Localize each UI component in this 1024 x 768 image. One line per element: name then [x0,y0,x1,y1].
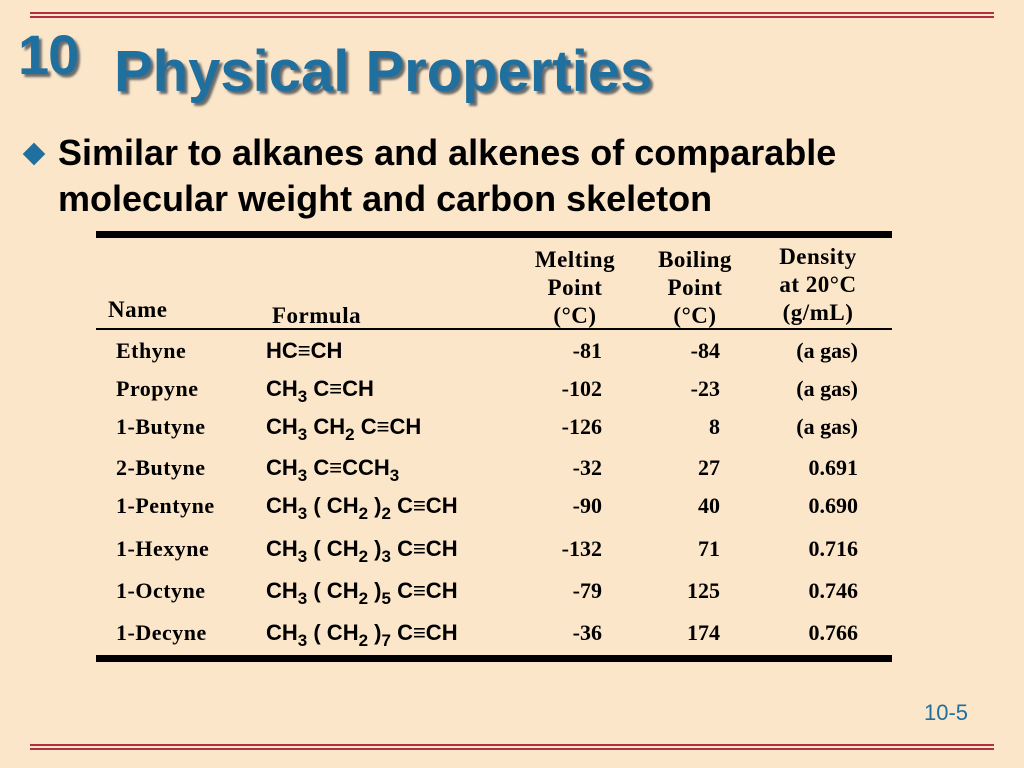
formula-subscript: 7 [381,631,391,650]
cell-formula [266,620,458,650]
top-border-rule [30,12,994,18]
formula-part: CH [266,620,298,645]
slide-title: Physical Properties [114,39,653,104]
header-boiling-point [640,246,750,330]
cell-formula [266,578,458,608]
cell-boiling-point: 71 [698,536,720,561]
formula-part: ) [368,620,382,645]
formula-subscript: 3 [297,504,308,523]
cell-density: (a gas) [796,338,858,363]
cell-density: 0.746 [808,578,858,603]
formula-part: HC≡CH [266,338,343,363]
cell-melting-point: -81 [572,338,602,363]
formula-part: C≡CH [390,536,458,561]
formula-subscript: 2 [345,425,355,444]
cell-name: 1-Octyne [116,578,206,603]
bullet-text: Similar to alkanes and alkenes of comparable molecular weight and carbon skeleton [58,132,837,219]
formula-subscript: 3 [297,466,308,485]
formula-subscript: 3 [297,387,308,406]
formula-part: ) [368,536,382,561]
cell-name: 1-Decyne [116,620,207,645]
cell-formula [266,536,458,566]
cell-melting-point: -90 [572,493,602,518]
table-top-rule [96,231,892,238]
cell-boiling-point: -84 [690,338,720,363]
cell-density: 0.766 [808,620,858,645]
header-density [760,243,876,327]
formula-part: CH [307,414,346,439]
formula-part: C≡CH [390,493,458,518]
formula-subscript: 5 [381,589,391,608]
table-bottom-rule [96,655,892,662]
cell-name: 1-Pentyne [116,493,215,518]
formula-subscript: 2 [358,589,369,608]
formula-part: C≡CH [390,620,458,645]
cell-melting-point: -32 [572,455,602,480]
cell-formula [266,338,342,364]
formula-part: ( CH [307,620,359,645]
formula-subscript: 2 [358,631,369,650]
cell-boiling-point: 174 [687,620,720,645]
cell-name: 1-Butyne [116,414,206,439]
header-density-line1: Density [779,244,857,269]
header-formula: Formula [272,303,362,328]
cell-boiling-point: 125 [687,578,720,603]
formula-part: CH [266,414,298,439]
cell-formula [266,414,422,444]
formula-part: ) [368,578,382,603]
cell-formula [266,455,400,485]
formula-part: ( CH [307,493,359,518]
formula-part: CH [266,455,298,480]
header-bp-line2: Point [667,275,723,300]
cell-melting-point: -102 [561,376,602,401]
page-number: 10-5 [924,700,969,725]
formula-subscript: 3 [389,466,400,485]
cell-density: (a gas) [796,376,858,401]
cell-melting-point: -126 [561,414,602,439]
cell-density: 0.716 [808,536,858,561]
cell-boiling-point: -23 [690,376,720,401]
formula-part: CH [266,578,298,603]
header-mp-line1: Melting [534,247,616,272]
formula-subscript: 3 [297,589,308,608]
formula-part: C≡CH [390,578,458,603]
formula-subscript: 2 [358,547,369,566]
cell-melting-point: -79 [572,578,602,603]
cell-name: Propyne [116,376,199,401]
cell-formula [266,493,458,523]
cell-boiling-point: 40 [698,493,720,518]
formula-part: C≡CCH [307,455,390,480]
formula-subscript: 3 [297,547,308,566]
cell-formula [266,376,374,406]
formula-part: ( CH [307,578,359,603]
cell-melting-point: -36 [572,620,602,645]
chapter-number: 10 [18,23,79,86]
header-name: Name [108,297,168,322]
header-bp-line1: Boiling [658,247,732,272]
formula-subscript: 3 [297,425,308,444]
cell-density: 0.690 [808,493,858,518]
cell-melting-point: -132 [561,536,602,561]
formula-part: ) [368,493,382,518]
diamond-bullet-icon [23,143,46,166]
formula-part: ( CH [307,536,359,561]
formula-part: CH [266,376,298,401]
formula-subscript: 3 [297,631,308,650]
header-melting-point [520,246,630,330]
bottom-border-rule [30,744,994,750]
formula-part: C≡CH [354,414,422,439]
formula-subscript: 2 [358,504,369,523]
cell-density: (a gas) [796,414,858,439]
formula-part: C≡CH [307,376,374,401]
header-density-line2: at 20°C [779,272,857,297]
header-mp-line3: (°C) [553,303,597,328]
header-bp-line3: (°C) [673,303,717,328]
cell-name: Ethyne [116,338,187,363]
formula-subscript: 3 [381,547,391,566]
table-header-rule [96,328,892,330]
header-density-line3: (g/mL) [782,300,854,325]
formula-part: CH [266,536,298,561]
formula-part: CH [266,493,298,518]
cell-density: 0.691 [808,455,858,480]
formula-subscript: 2 [381,504,391,523]
cell-name: 1-Hexyne [116,536,210,561]
cell-name: 2-Butyne [116,455,206,480]
cell-boiling-point: 8 [709,414,720,439]
cell-boiling-point: 27 [698,455,720,480]
header-mp-line2: Point [547,275,603,300]
